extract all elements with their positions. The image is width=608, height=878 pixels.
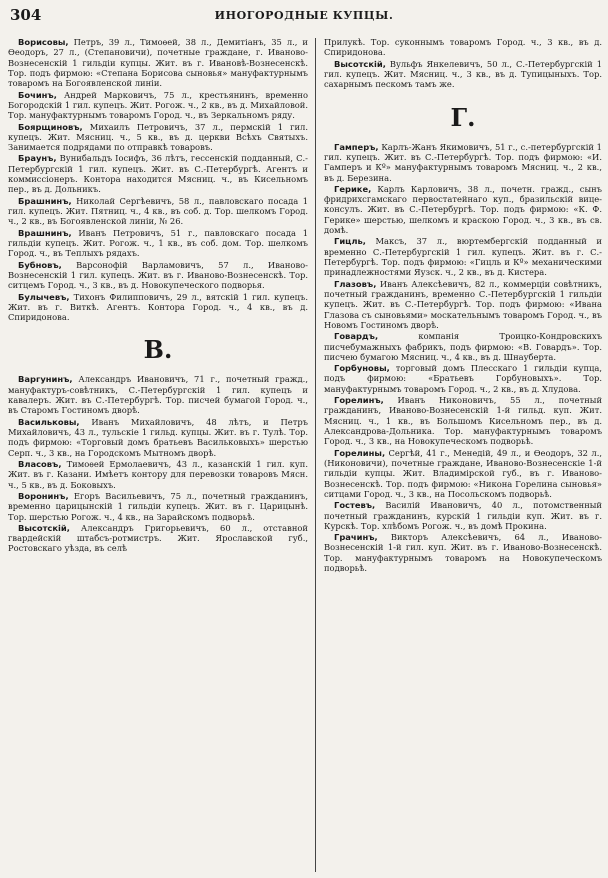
merchant-name: Герике, — [334, 183, 372, 194]
merchant-name: Врашнинъ, — [18, 227, 72, 238]
entry-text: Андрей Марковичъ, 75 л., крестьянинъ, временно Богородскій 1 гил. купецъ. Жит. Рогож. ч., 2 кв., въ д. Михайловой. Тор. мануфактурнымъ товаромъ Город. ч., въ Зеркальномъ ряду. — [8, 89, 308, 121]
directory-entry — [324, 142, 602, 183]
entry-text: Прилукѣ. Тор. суконнымъ товаромъ Город. ч., 3 кв., въ д. Спиридонова. — [324, 37, 602, 58]
page-number: 304 — [10, 6, 42, 24]
entry-text: Василій Ивановичъ, 40 л., потомственный почетный гражданинъ, курскій 1 гильдіи куп. Жит. въ г. Курскѣ. Тор. хлѣбомъ Рогож. ч., въ домѣ Прокина. — [324, 500, 602, 531]
directory-entry — [324, 395, 602, 447]
entry-text: торговый домъ Плесскаго 1 гильдіи купца, подъ фирмою: «Братьевъ Горбуновыхъ». Тор. мануфактурнымъ товаромъ Город. ч., 2 кв., въ д. Хлудова. — [324, 363, 602, 394]
directory-entry — [324, 236, 602, 277]
merchant-name: Варгунинъ, — [18, 374, 73, 385]
directory-entry — [8, 196, 308, 227]
directory-entry — [8, 417, 308, 458]
directory-entry — [8, 292, 308, 323]
merchant-name: Булычевъ, — [18, 291, 70, 302]
entry-text: Иванъ Петровичъ, 51 г., павловскаго посада 1 гильдіи купецъ. Жит. Рогож. ч., 1 кв., въ соб. дом. Тор. шелкомъ Город. ч., въ Теплыхъ рядахъ. — [8, 227, 308, 259]
merchant-name: Горелинъ, — [334, 395, 384, 406]
column-divider — [315, 38, 316, 872]
entry-text: Михаилъ Петровичъ, 37 л., пермскій 1 гил. купецъ. Жит. Мясниц. ч., 5 кв., въ д. церкви Всѣхъ Святыхъ. Занимается подрядами по отправкѣ товаровъ. — [8, 121, 308, 153]
entry-text: Сергѣй, 41 г., Менедій, 49 л., и Ѳеодоръ, 32 л., (Никоновичи), почетные граждане, Иваново-Вознесенскіе 1-й гильдіи купцы. Жит. Владимірской губ., въ г. Иваново-Вознесенскѣ. Тор. подъ фирмою: «Никона Горелина сыновья» ситцами Город. ч., 3 кв., на Посольскомъ подворьѣ. — [324, 447, 602, 499]
entry-text: Викторъ Алексѣевичъ, 64 л., Иваново-Вознесенскій 1-й гил. куп. Жит. въ г. Иваново-Вознесенскѣ. Тор. мануфактурнымъ товаромъ на Новокупеческомъ подворьѣ. — [324, 532, 602, 574]
page-header — [0, 0, 608, 36]
merchant-name: Воронинъ, — [18, 490, 69, 501]
merchant-name: Васильковы, — [18, 416, 80, 427]
directory-entry — [324, 363, 602, 394]
merchant-name: Брашнинъ, — [18, 195, 72, 206]
directory-entry — [8, 37, 308, 89]
section-letter: В. — [143, 335, 173, 365]
entry-text: компанія Троицко-Кондровскихъ писчебумажныхъ фабрикъ, подъ фирмою: «В. Говардъ». Тор. писчею бумагою Мясниц. ч., 4 кв., въ д. Шнауберта. — [324, 331, 602, 362]
entry-text: Иванъ Алексѣевичъ, 82 л., коммерціи совѣтникъ, почетный гражданинъ, временно С.-Петербургскій 1 гильдіи купецъ. Жит. въ С.-Петербургѣ. Тор. подъ фирмою: «Ивана Глазова съ сыновьями» москательнымъ товаромъ Город. ч., въ Новомъ Гостиномъ дворѣ. — [324, 278, 602, 330]
directory-entry — [8, 122, 308, 153]
merchant-name: Гицль, — [334, 236, 366, 247]
merchant-name: Бубновъ, — [18, 259, 62, 270]
directory-entry — [324, 331, 602, 362]
entry-text: Петръ, 39 л., Тимоѳей, 38 л., Демитіанъ, 35 л., и Ѳеодоръ, 27 л., (Степановичи), почетные граждане, г. Иваново-Вознесенскій 1 гильдіи купцы. Жит. въ г. Ивановѣ-Вознесенскѣ. Тор. подъ фирмою: «Степана Борисова сыновья» мануфактурнымъ товаромъ на Богоявленской линіи. — [8, 37, 308, 89]
directory-entry — [324, 448, 602, 500]
page-title: ИНОГОРОДНЫЕ КУПЦЫ. — [214, 9, 394, 22]
entry-text: Карлъ-Жанъ Якимовичъ, 51 г., с.-петербургскій 1 гил. купецъ. Жит. въ С.-Петербургѣ. Тор. подъ фирмою: «И. Гамперъ и Кº» мануфактурнымъ товаромъ Мясниц. ч., 2 кв., въ д. Березина. — [324, 141, 602, 183]
merchant-name: Власовъ, — [18, 458, 62, 469]
merchant-name: Грачинъ, — [334, 532, 378, 543]
directory-entry — [324, 500, 602, 531]
directory-entry — [324, 532, 602, 573]
merchant-name: Горбуновы, — [334, 363, 390, 374]
merchant-name: Боярщиновъ, — [18, 121, 83, 132]
directory-entry — [8, 459, 308, 490]
directory-entry — [8, 374, 308, 415]
directory-entry — [8, 90, 308, 121]
merchant-name: Глазовъ, — [334, 278, 377, 289]
entry-text: Максъ, 37 л., вюртембергскій подданный и временно С.-Петербургскій 1 гил. купецъ. Жит. въ г. С.-Петербургѣ. Тор. подъ фирмою: «Гицль и Кº» механическими принадлежностями Яузск. ч., 2 кв., въ д. Кистера. — [324, 236, 602, 278]
left-column — [8, 37, 308, 872]
merchant-name: Гостевъ, — [334, 500, 376, 511]
directory-entry — [8, 260, 308, 291]
directory-entry — [324, 37, 602, 58]
merchant-name: Высотскій, — [18, 522, 70, 533]
directory-entry — [8, 523, 308, 554]
merchant-name: Бочинъ, — [18, 89, 57, 100]
right-column — [324, 37, 602, 872]
directory-entry — [8, 491, 308, 522]
directory-entry — [324, 279, 602, 331]
merchant-name: Гамперъ, — [334, 141, 379, 152]
directory-entry — [8, 153, 308, 194]
merchant-name: Ворисовы, — [18, 37, 69, 47]
entry-text: Тихонъ Филипповичъ, 29 л., вятскій 1 гил. купецъ. Жит. въ г. Виткѣ. Агентъ. Контора Город. ч., 4 кв., въ д. Спиридонова. — [8, 291, 308, 323]
entry-text: Вунибальдъ Іосифъ, 36 лѣтъ, гессенскій подданный, С.-Петербургскій 1 гил. купецъ. Жит. въ С.-Петербургѣ. Агентъ и коммиссіонеръ. Контора находится Мясниц. ч., въ Кисельномъ пер., въ д. Дольникъ. — [8, 153, 308, 195]
entry-text: Иванъ Михайловичъ, 48 лѣтъ, и Петръ Михайловичъ, 43 л., тульскіе 1 гильд. купцы. Жит. въ г. Тулѣ. Тор. подъ фирмою: «Торговый домъ братьевъ Васильковыхъ» шерстью Серп. ч., 3 кв., на Городскомъ Мытномъ дворѣ. — [8, 416, 308, 458]
merchant-name: Браунъ, — [18, 153, 57, 164]
directory-entry — [8, 228, 308, 259]
entry-text: Карлъ Карловичъ, 38 л., почетн. гражд., сынъ фридрихсгамскаго первостатейнаго куп., бразильскій вице-консулъ. Жит. въ С.-Петербургѣ. Тор. подъ фирмою: «К. Ф. Герике» шерстью, шелкомъ и краскою Город. ч., 3 кв., въ св. домѣ. — [324, 183, 602, 236]
merchant-name: Горелины, — [334, 447, 386, 458]
entry-text: Тимоѳей Ермолаевичъ, 43 л., казанскій 1 гил. куп. Жит. въ г. Казани. Имѣетъ контору для перевозки товаровъ Мясн. ч., 5 кв., въ д. Боковыхъ. — [8, 458, 308, 490]
directory-entry — [324, 59, 602, 90]
merchant-name: Высотскій, — [334, 58, 386, 69]
section-letter: Г. — [450, 102, 476, 132]
directory-entry — [324, 184, 602, 236]
entry-text: Александръ Григорьевичъ, 60 л., отставной гвардейскій штабсъ-ротмистръ. Жит. Ярославской губ., Ростовскаго уѣзда, въ селѣ — [8, 522, 308, 554]
entry-text: Иванъ Никоновичъ, 55 л., почетный гражданинъ, Иваново-Вознесенскій 1-й гильд. куп. Жит. Мясниц. ч., 1 кв., въ Большомъ Кисельномъ пер., въ д. Александрова-Дольника. Тор. мануфактурнымъ товаромъ Город. ч., 3 кв., на Новокупеческомъ подворьѣ. — [324, 395, 602, 447]
entry-text: Егоръ Васильевичъ, 75 л., почетный гражданинъ, временно царицынскій 1 гильдіи купецъ. Жит. въ г. Царицынѣ. Тор. шерстью Рогож. ч., 4 кв., на Зарайскомъ подворьѣ. — [8, 490, 308, 522]
entry-text: Александръ Ивановичъ, 71 г., почетный гражд., мануфактуръ-совѣтникъ, С.-Петербургскій 1 гил. купецъ и кавалеръ. Жит. въ С.-Петербургѣ. Тор. писчей бумагой Город. ч., въ Старомъ Гостиномъ дворѣ. — [8, 374, 308, 416]
entry-text: Варсонофій Варламовичъ, 57 л., Иваново-Вознесенскій 1 гил. купецъ. Жит. въ г. Иваново-Вознесенскѣ. Тор. ситцемъ Город. ч., 3 кв., въ д. Новокупеческого подворья. — [8, 259, 308, 291]
entry-text: Вульфъ Янкелевичъ, 50 л., С.-Петербургскій 1 гил. купецъ. Жит. Мясниц. ч., 3 кв., въ д. Тупицыныхъ. Тор. сахарнымъ пескомъ тамъ же. — [324, 58, 602, 90]
merchant-name: Говардъ, — [334, 331, 379, 342]
entry-text: Николай Сергѣевичъ, 58 л., павловскаго посада 1 гил. купецъ. Жит. Пятниц. ч., 4 кв., въ соб. д. Тор. шелкомъ Город. ч., 2 кв., въ Богоявленской линіи, № 26. — [8, 195, 308, 227]
